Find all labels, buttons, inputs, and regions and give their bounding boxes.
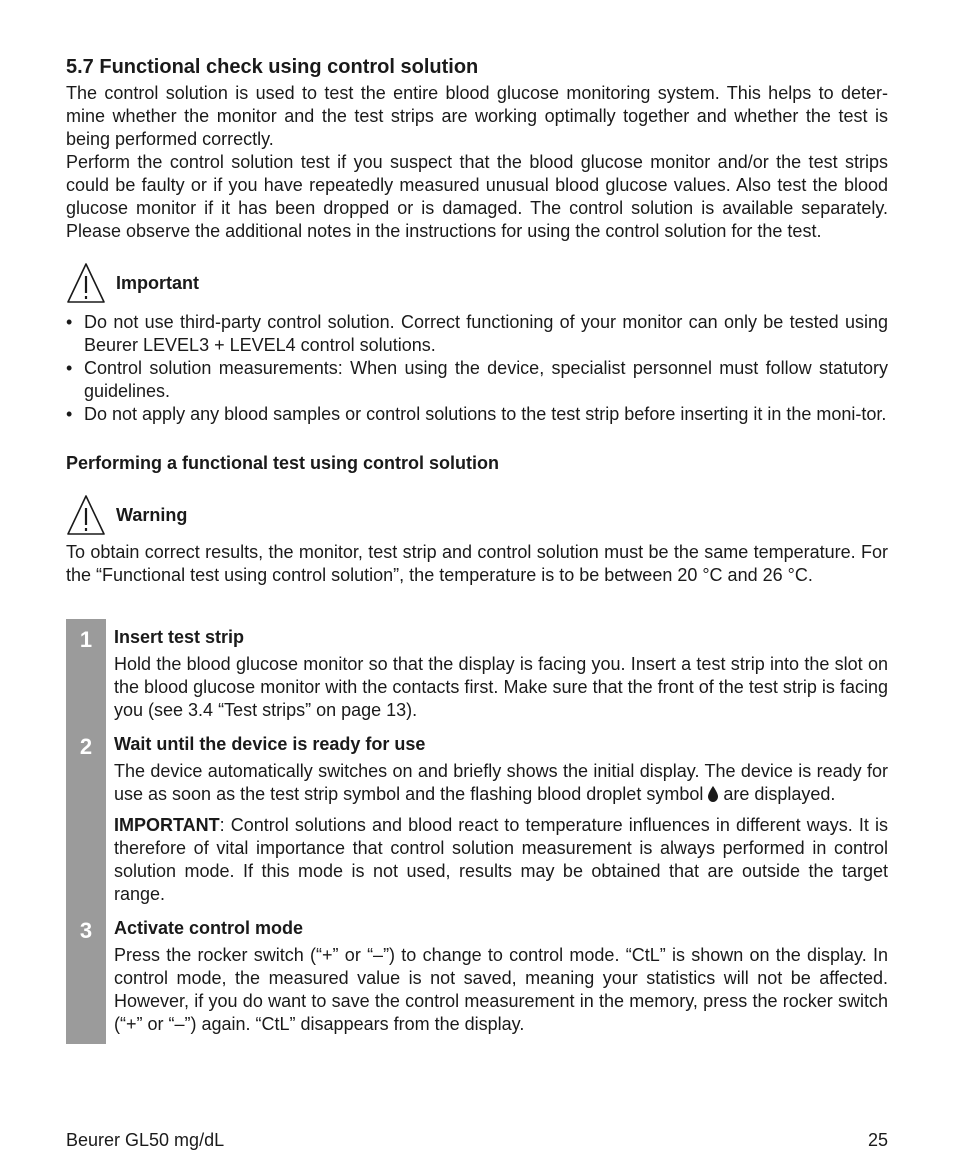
step-number: 1: [79, 627, 93, 652]
important-label: IMPORTANT: [114, 815, 220, 835]
intro-paragraph-2: Perform the control solution test if you suspect that the blood glucose monitor and/or the test strips could be faulty or if you have repeatedly measured unusual blood glucose values. Also test the blood glucose monitor if it has been dropped or is damaged. The control solution is available separately. Please observe the additional notes in the instructions for using the control solution for the test.: [66, 152, 888, 241]
step-number: 2: [79, 734, 93, 759]
warning-notice-header: [66, 493, 888, 537]
step-body: Press the rocker switch (“+” or “–”) to change to control mode. “CtL” is shown on the display. In control mode, the measured value is not saved, meaning your statistics will not be affected. However, if you do want to save the control measurement in the memory, press the rocker switch (“+” or “–”) again. “CtL” disappears from the display.: [114, 945, 888, 1034]
page-footer: [66, 1130, 888, 1151]
page-content: [66, 55, 888, 1044]
step-1: [66, 619, 888, 722]
step-2: [66, 732, 888, 906]
page-number: 25: [867, 1130, 888, 1150]
list-item: • Control solution measurements: When using the device, specialist personnel must follow statutory guidelines.: [66, 358, 888, 401]
step-number: 3: [79, 918, 93, 943]
footer-product: Beurer GL50 mg/dL: [66, 1130, 225, 1150]
step-important-note: IMPORTANT: Control solutions and blood react to temperature influences in different ways. It is therefore of vital importance that control solution measurement is always performed in control solution mode. If this mode is not used, results may be obtained that are outside the target range.: [114, 815, 888, 904]
section-title: 5.7 Functional check using control solution: [66, 56, 479, 78]
important-notice-header: [66, 261, 888, 305]
warning-text: To obtain correct results, the monitor, test strip and control solution must be the same temperature. For the “Functional test using control solution”, the temperature is to be between 20 °C and 26 °C.: [66, 542, 888, 585]
warning-triangle-icon: [66, 494, 106, 536]
blood-drop-icon: [708, 786, 718, 802]
warning-triangle-icon: [66, 262, 106, 304]
list-item: • Do not use third-party control solution. Correct functioning of your monitor can only be tested using Beurer LEVEL3 + LEVEL4 control solutions.: [66, 312, 888, 355]
intro-paragraph-1: The control solution is used to test the entire blood glucose monitoring system. This helps to deter-mine whether the monitor and the test strips are working optimally together and whether the test is being performed correctly.: [66, 83, 888, 149]
steps-list: [66, 619, 888, 1044]
list-item: • Do not apply any blood samples or control solutions to the test strip before inserting it in the moni-tor.: [66, 404, 887, 424]
bullet-dot: •: [66, 312, 73, 332]
step-body: The device automatically switches on and briefly shows the initial display. The device is ready for use as soon as the test strip symbol and the flashing blood droplet symbol are displayed.: [114, 761, 888, 804]
warning-title: Warning: [116, 504, 188, 525]
step-title: Insert test strip: [114, 627, 245, 647]
step-title: Wait until the device is ready for use: [114, 734, 426, 754]
step-3: [66, 916, 888, 1044]
subheading: Performing a functional test using control solution: [66, 453, 500, 473]
step-body: Hold the blood glucose monitor so that the display is facing you. Insert a test strip into the slot on the blood glucose monitor with the contacts first. Make sure that the front of the test strip is facing you (see 3.4 “Test strips” on page 13).: [114, 654, 888, 720]
bullet-dot: •: [66, 358, 73, 378]
important-list: [66, 311, 888, 426]
important-title: Important: [116, 272, 199, 293]
step-title: Activate control mode: [114, 918, 304, 938]
bullet-dot: •: [66, 404, 73, 424]
